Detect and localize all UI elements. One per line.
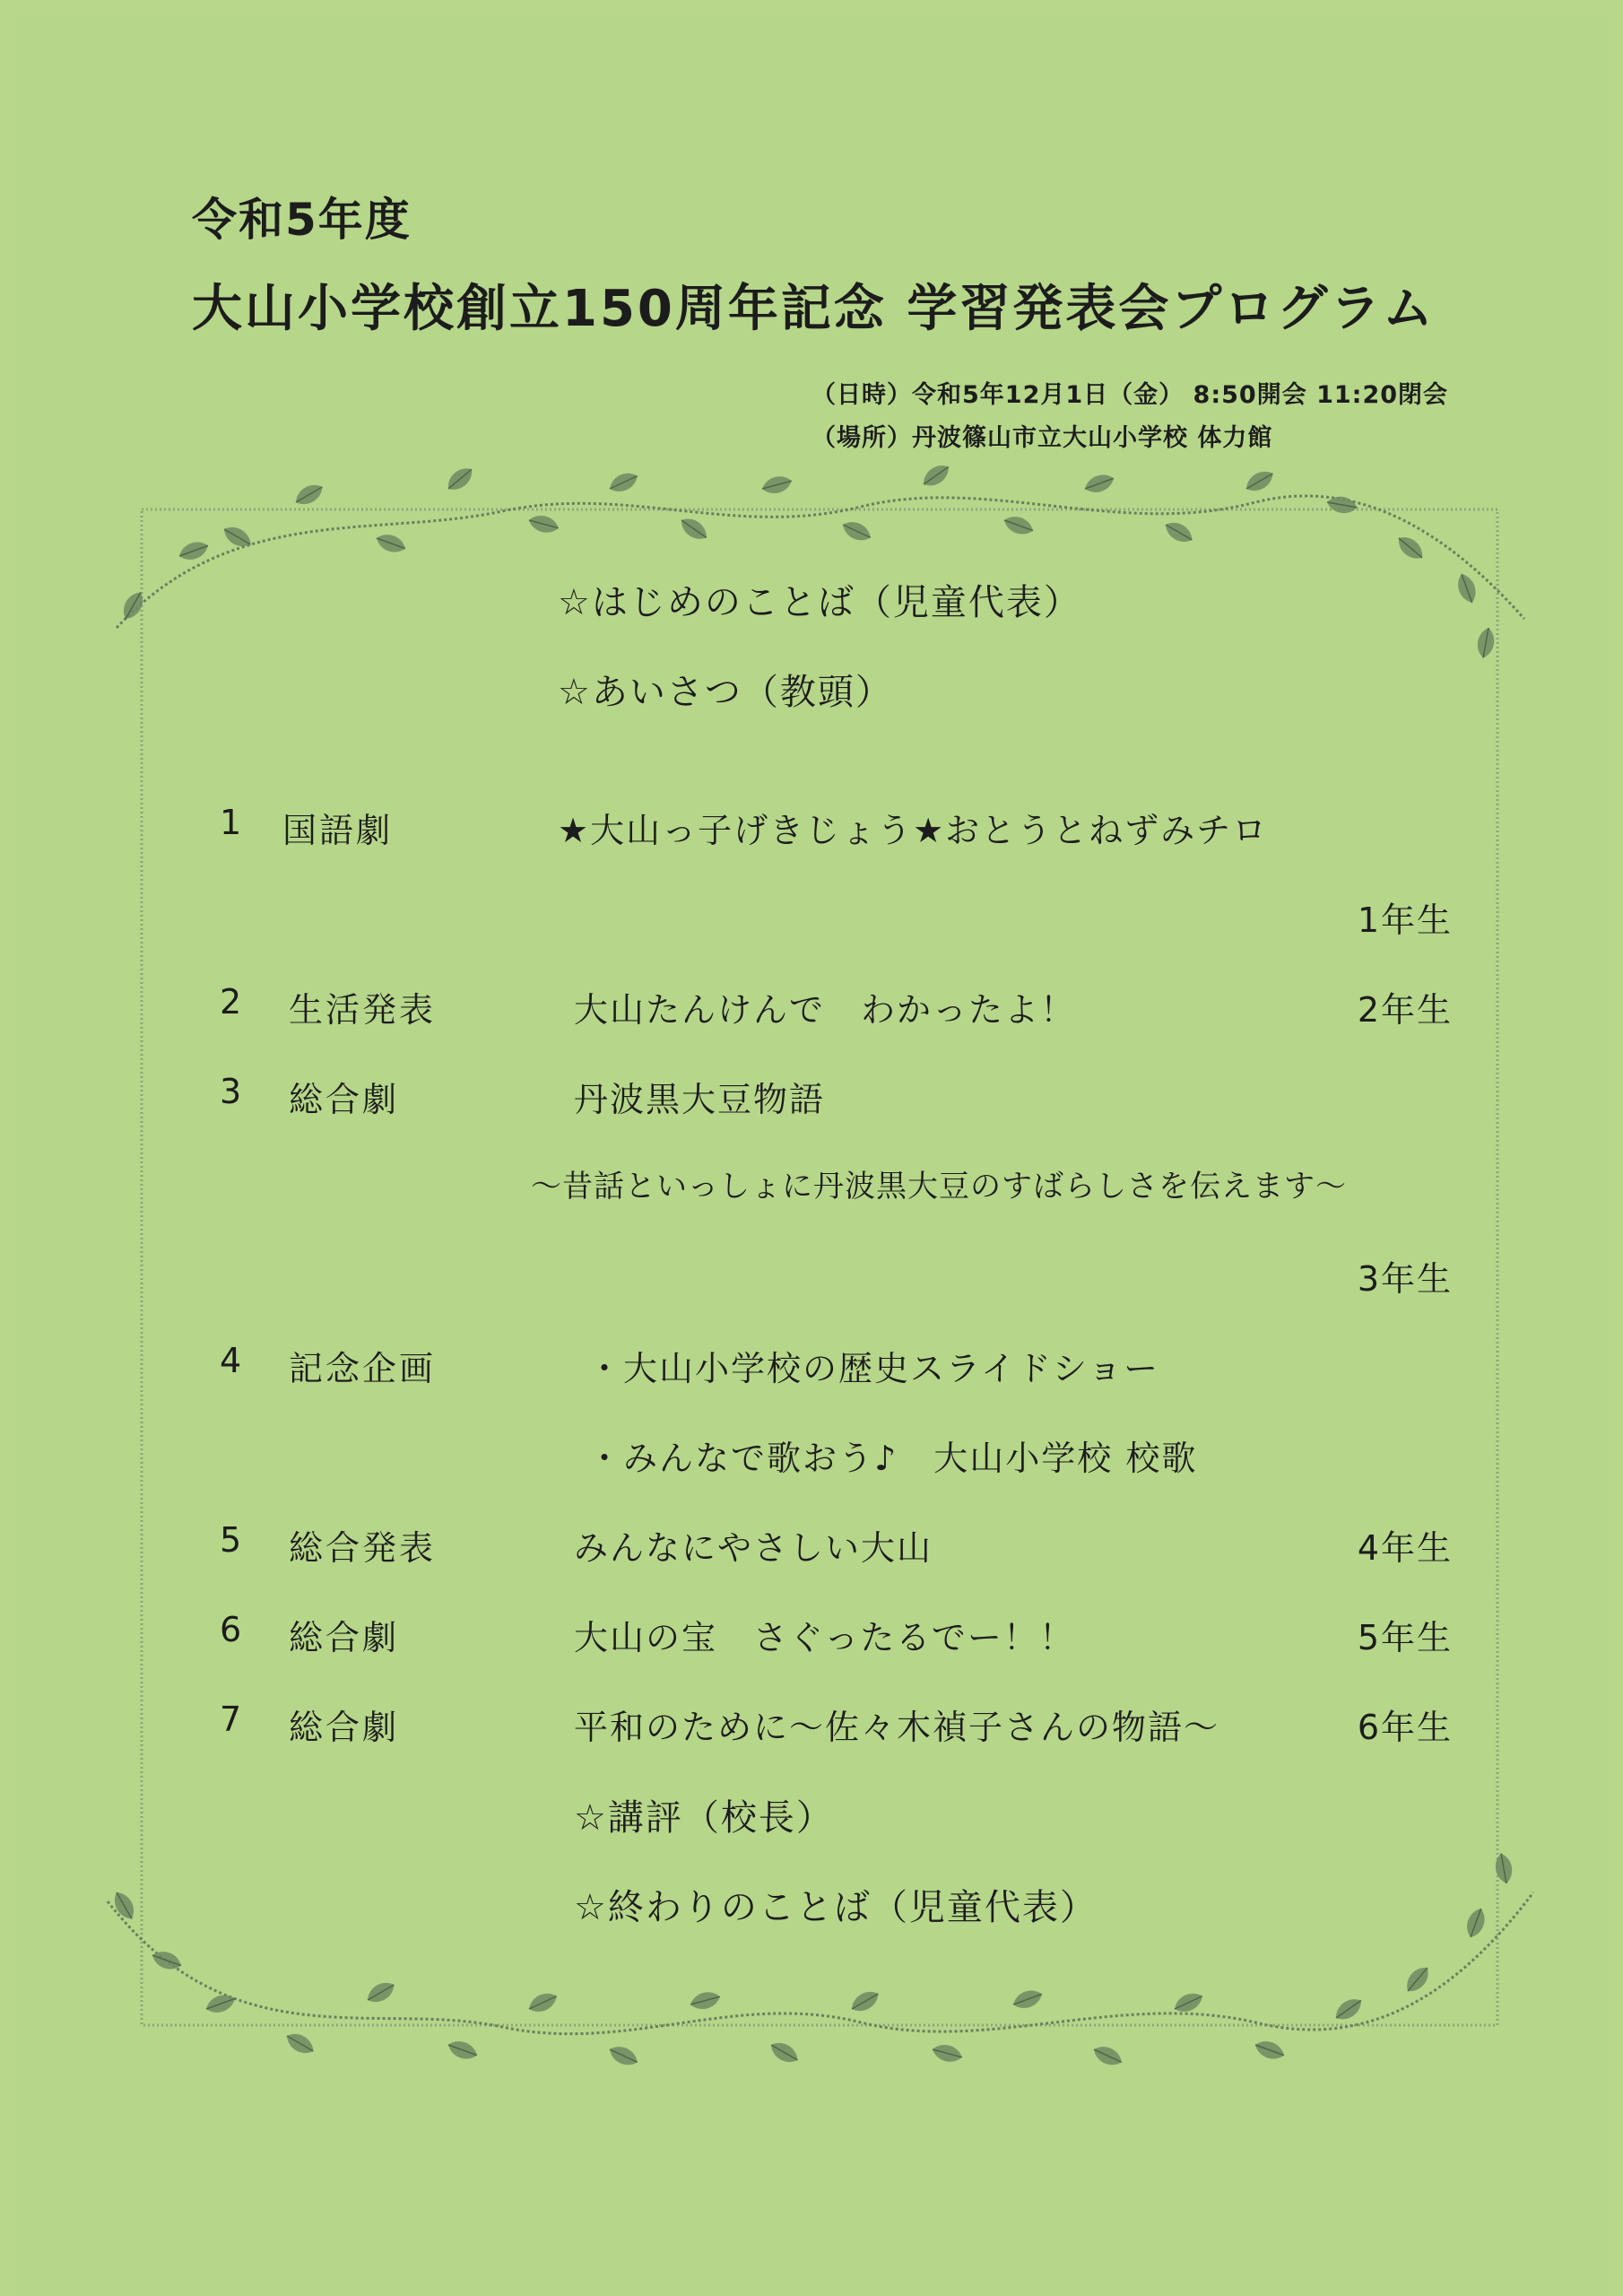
item-grade: 1年生 <box>1357 900 1453 940</box>
page-title: 大山小学校創立150周年記念 学習発表会プログラム <box>192 280 1436 338</box>
item-number: 6 <box>220 1610 242 1649</box>
item-number: 1 <box>220 803 242 842</box>
program-sheet <box>16 14 1610 2296</box>
item-grade: 3年生 <box>1357 1259 1453 1299</box>
opening-words: ☆はじめのことば（児童代表） <box>558 582 1081 623</box>
item-title: ★大山っ子げきじょう★おとうとねずみチロ <box>558 811 1269 850</box>
item-number: 5 <box>220 1520 242 1560</box>
fiscal-year-title: 令和5年度 <box>192 194 412 246</box>
item-title: 平和のために～佐々木禎子さんの物語～ <box>574 1708 1220 1747</box>
item-grade: 5年生 <box>1357 1618 1453 1657</box>
item-category: 総合劇 <box>289 1080 400 1119</box>
item-title: 大山の宝 さぐったるでー！！ <box>574 1618 1075 1657</box>
event-place: （場所）丹波篠山市立大山小学校 体力館 <box>812 424 1273 452</box>
item-number: 3 <box>220 1072 242 1111</box>
item-category: 総合劇 <box>289 1708 400 1747</box>
greeting: ☆あいさつ（教頭） <box>558 672 893 713</box>
item-grade: 4年生 <box>1357 1528 1453 1568</box>
item-title: 丹波黒大豆物語 <box>574 1080 826 1119</box>
item-grade: 2年生 <box>1357 990 1453 1030</box>
item-subtitle: ～昔話といっしょに丹波黒大豆のすばらしさを伝えます～ <box>531 1169 1347 1205</box>
item-category: 国語劇 <box>282 811 394 850</box>
item-number: 4 <box>220 1341 242 1380</box>
item-title: みんなにやさしい大山 <box>574 1528 933 1568</box>
item-category: 総合発表 <box>289 1528 437 1568</box>
item-title: 大山たんけんで わかったよ！ <box>574 990 1077 1030</box>
event-date: （日時）令和5年12月1日（金） 8:50開会 11:20閉会 <box>812 381 1449 409</box>
item-grade: 6年生 <box>1357 1708 1453 1747</box>
principal-review: ☆講評（校長） <box>574 1797 834 1839</box>
closing-words: ☆終わりのことば（児童代表） <box>574 1887 1098 1928</box>
item-line: ・大山小学校の歴史スライドショー <box>587 1349 1160 1388</box>
item-number: 2 <box>220 982 242 1022</box>
item-number: 7 <box>220 1700 242 1739</box>
item-line: ・みんなで歌おう♪ 大山小学校 校歌 <box>587 1439 1198 1478</box>
item-category: 生活発表 <box>289 990 437 1030</box>
item-category: 記念企画 <box>289 1349 437 1388</box>
item-category: 総合劇 <box>289 1618 400 1657</box>
